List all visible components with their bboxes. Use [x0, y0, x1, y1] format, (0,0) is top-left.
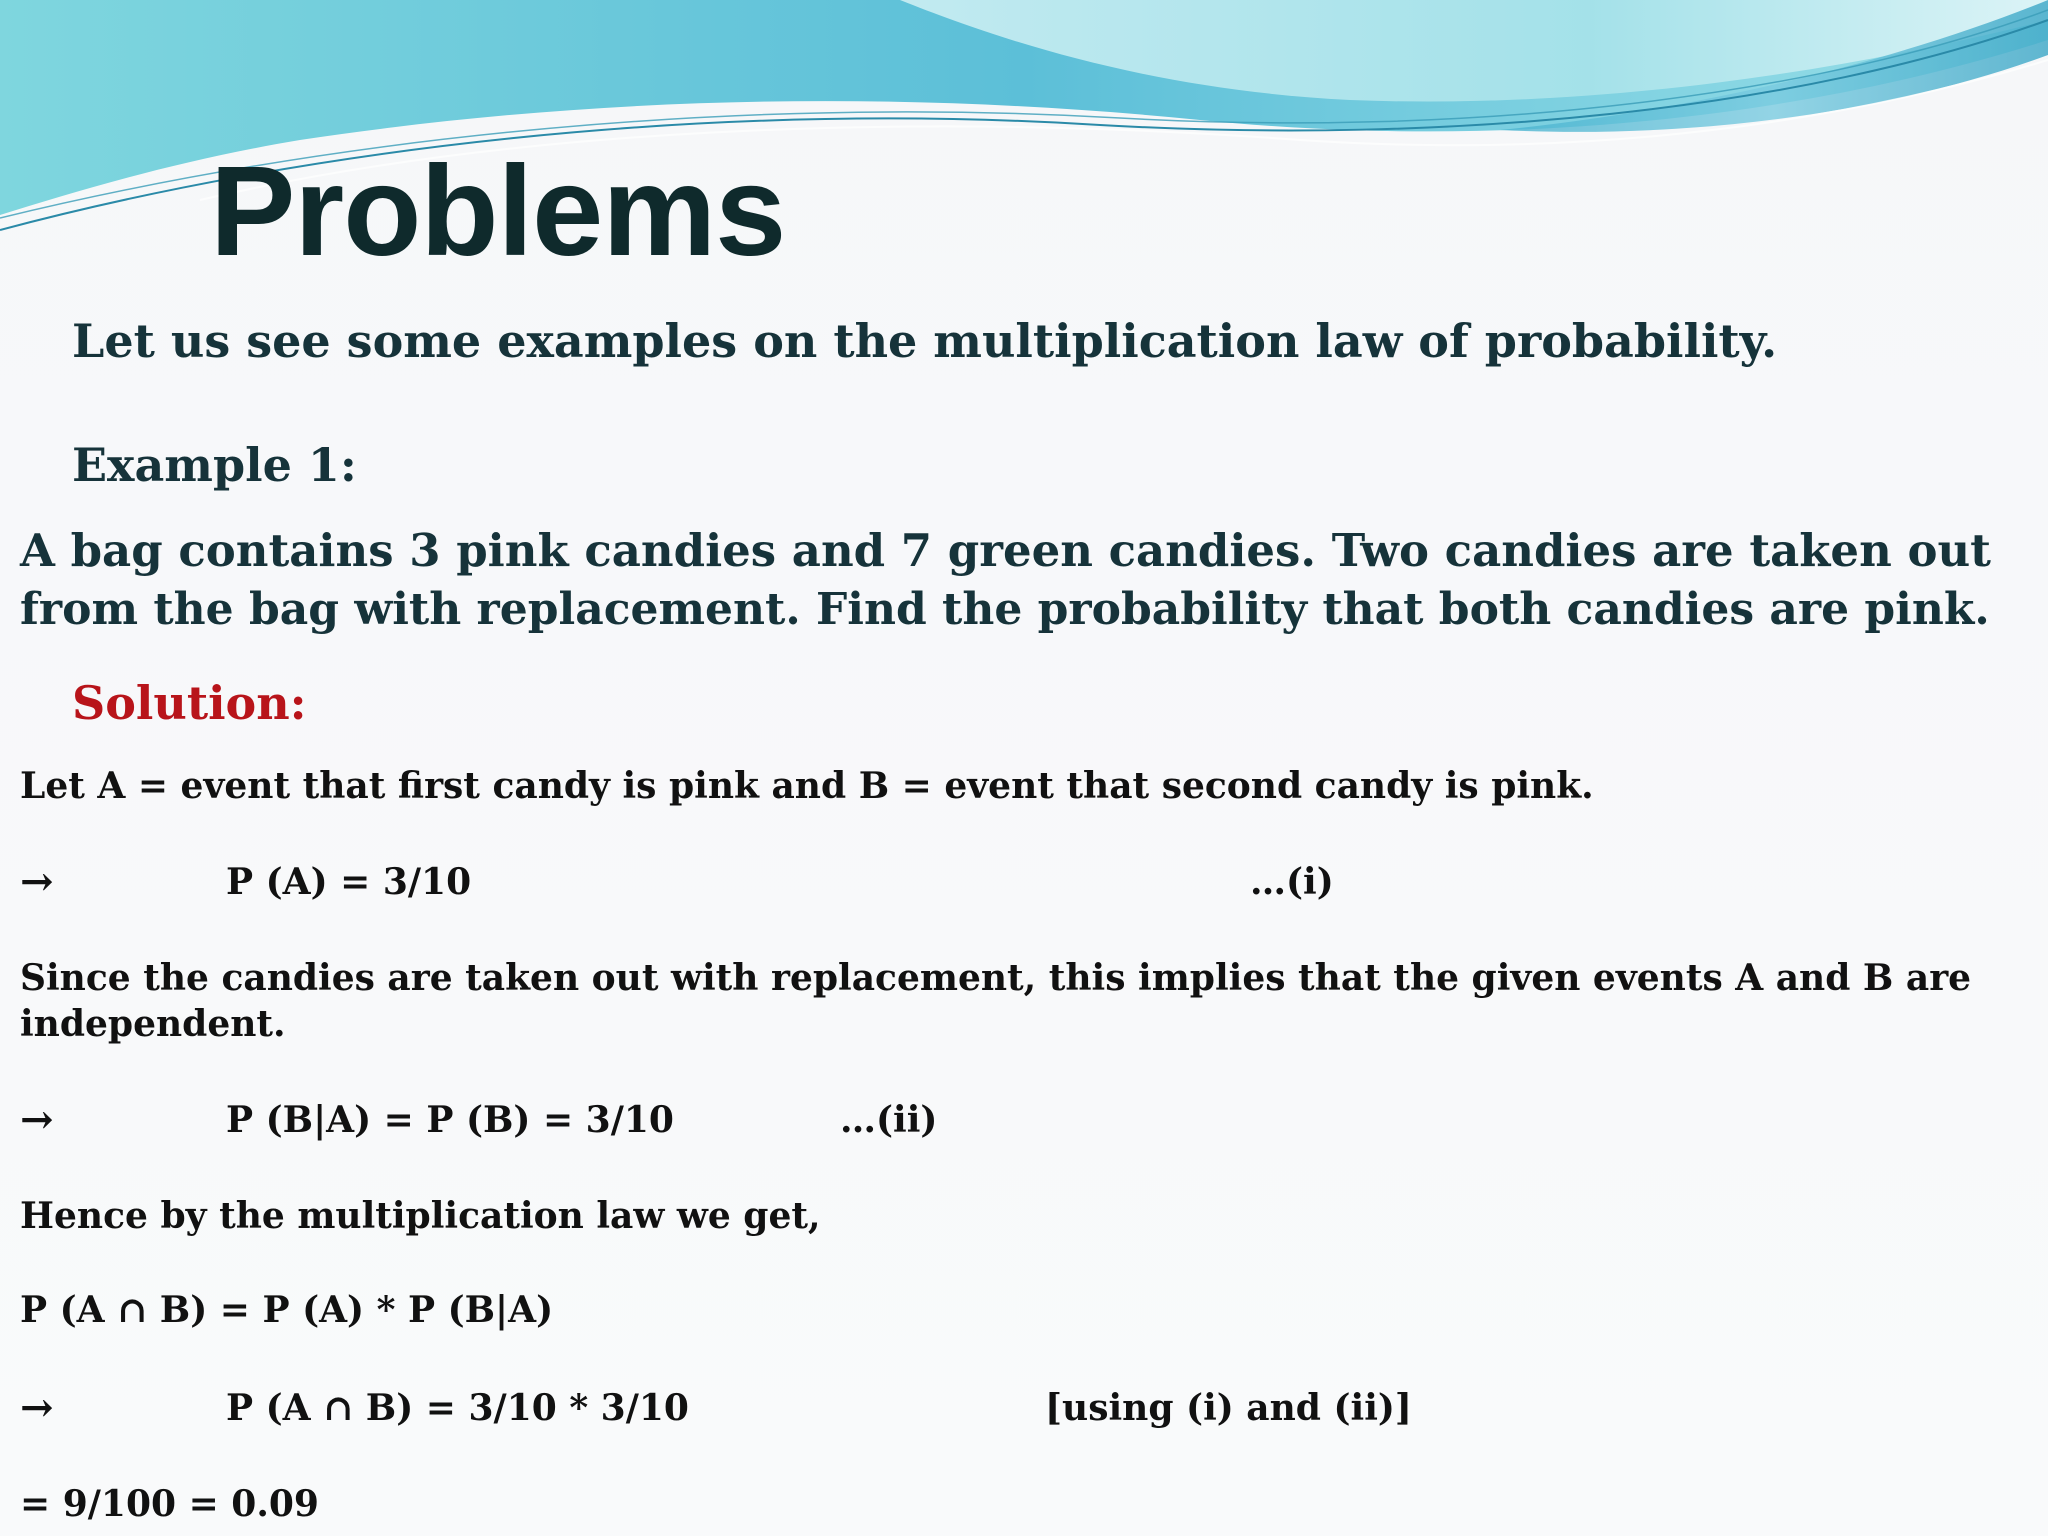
- intro-text: Let us see some examples on the multiplication law of probability.: [72, 314, 1778, 368]
- step2-expression: P (B|A) = P (B) = 3/10: [226, 1099, 674, 1141]
- example-heading: Example 1:: [72, 438, 357, 492]
- result-line: = 9/100 = 0.09: [20, 1483, 319, 1525]
- step2-reference: …(ii): [840, 1099, 938, 1141]
- implies-arrow-2: →: [20, 1096, 54, 1143]
- let-definition-line: Let A = event that first candy is pink and B = event that second candy is pink.: [20, 765, 1594, 807]
- since-line-2: independent.: [20, 1003, 286, 1045]
- solution-heading: Solution:: [72, 676, 307, 730]
- implies-arrow-3: →: [20, 1384, 54, 1431]
- slide-title: Problems: [210, 140, 786, 283]
- problem-statement-line-1: A bag contains 3 pink candies and 7 green candies. Two candies are taken out: [20, 524, 1991, 577]
- hence-line: Hence by the multiplication law we get,: [20, 1195, 821, 1237]
- implies-arrow-1: →: [20, 858, 54, 905]
- problem-statement-line-2: from the bag with replacement. Find the probability that both candies are pink.: [20, 584, 1990, 635]
- since-line-1: Since the candies are taken out with replacement, this implies that the given events A and B are: [20, 957, 1972, 999]
- step3-note: [using (i) and (ii)]: [1045, 1387, 1412, 1429]
- multiplication-law-line: P (A ∩ B) = P (A) * P (B|A): [20, 1289, 554, 1331]
- step1-expression: P (A) = 3/10: [226, 861, 472, 903]
- step3-expression: P (A ∩ B) = 3/10 * 3/10: [226, 1387, 689, 1429]
- step1-reference: …(i): [1250, 861, 1334, 903]
